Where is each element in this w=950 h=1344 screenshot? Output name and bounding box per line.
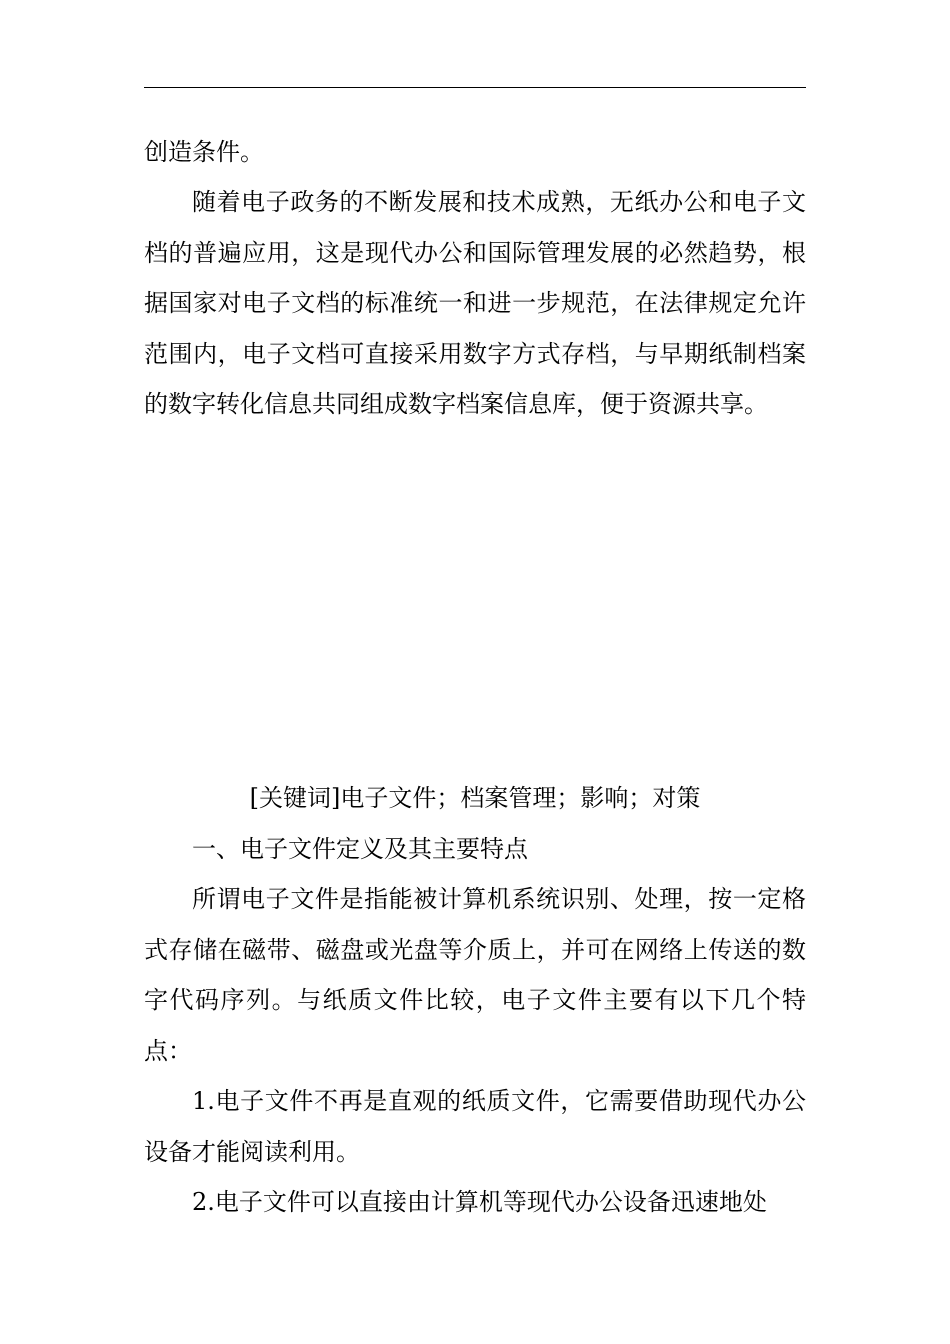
keywords-line: [关键词]电子文件；档案管理；影响；对策 bbox=[249, 784, 701, 812]
header-rule bbox=[144, 87, 806, 88]
list-item-2: 2.电子文件可以直接由计算机等现代办公设备迅速地处 bbox=[192, 1188, 767, 1216]
section-heading: 一、电子文件定义及其主要特点 bbox=[192, 835, 528, 863]
paragraph-e-government: 随着电子政务的不断发展和技术成熟，无纸办公和电子文档的普遍应用，这是现代办公和国际管理发展的必然趋势，根据国家对电子文档的标准统一和进一步规范，在法律规定允许范围内，电子文档可直接采用数字方式存档，与早期纸制档案的数字转化信息共同组成数字档案信息库，便于资源共享。 bbox=[144, 188, 806, 418]
paragraph-continuation: 创造条件。 bbox=[144, 138, 264, 166]
list-item-1: 1.电子文件不再是直观的纸质文件，它需要借助现代办公设备才能阅读利用。 bbox=[144, 1087, 806, 1166]
paragraph-definition: 所谓电子文件是指能被计算机系统识别、处理，按一定格式存储在磁带、磁盘或光盘等介质上，并可在网络上传送的数字代码序列。与纸质文件比较，电子文件主要有以下几个特点： bbox=[144, 885, 806, 1065]
